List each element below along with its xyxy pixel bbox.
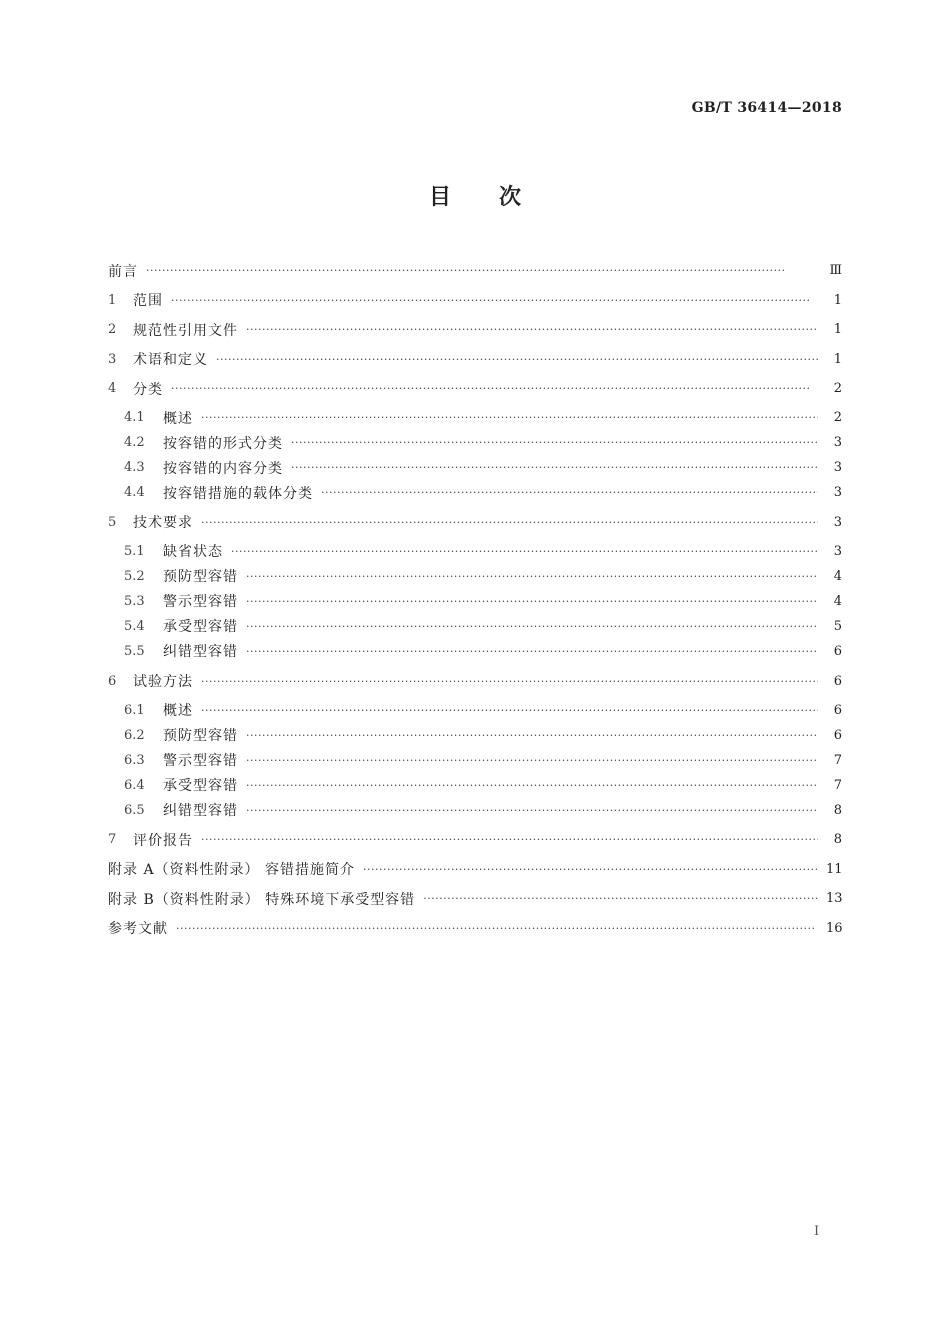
toc-entry-number: 5.1 bbox=[124, 543, 145, 559]
toc-entry-title: 规范性引用文件 bbox=[133, 322, 238, 339]
dot-leader bbox=[231, 545, 818, 558]
dot-leader bbox=[246, 620, 818, 633]
toc-entry-page: 6 bbox=[833, 643, 842, 659]
toc-entry-title: 范围 bbox=[133, 293, 163, 310]
dot-leader bbox=[423, 892, 818, 905]
toc-entry-title: 警示型容错 bbox=[163, 594, 238, 611]
dot-leader bbox=[321, 486, 818, 499]
toc-entry-page: 6 bbox=[833, 702, 842, 718]
toc-entry[interactable] bbox=[108, 916, 842, 941]
toc-entry-number: 4.1 bbox=[124, 410, 145, 426]
toc-entry-page: 2 bbox=[833, 410, 842, 426]
toc-entry-number: 6.4 bbox=[124, 777, 145, 793]
toc-entry[interactable] bbox=[108, 669, 842, 694]
toc-entry[interactable] bbox=[108, 510, 842, 535]
toc-entry-number: 6.5 bbox=[124, 802, 145, 818]
toc-entry-number: 4.4 bbox=[124, 485, 145, 501]
toc-entry-page: 3 bbox=[833, 543, 842, 559]
toc-entry-title: 纠错型容错 bbox=[163, 803, 238, 820]
toc-entry-title: 预防型容错 bbox=[163, 728, 238, 745]
toc-entry-page: 5 bbox=[833, 618, 842, 634]
toc-entry-number: 6.1 bbox=[124, 702, 145, 718]
toc-entry[interactable] bbox=[124, 589, 842, 614]
toc-entry[interactable] bbox=[108, 347, 842, 372]
toc-entry[interactable] bbox=[124, 455, 842, 480]
dot-leader bbox=[201, 411, 818, 424]
toc-entry-number: 6 bbox=[108, 673, 117, 689]
toc-entry-page: 4 bbox=[833, 568, 842, 584]
dot-leader bbox=[291, 436, 818, 449]
toc-entry-number: 4.3 bbox=[124, 460, 145, 476]
dot-leader bbox=[201, 704, 818, 717]
toc-entry[interactable] bbox=[124, 698, 842, 723]
toc-entry-title: 评价报告 bbox=[133, 832, 193, 849]
toc-entry[interactable] bbox=[124, 723, 842, 748]
toc-entry-page: 3 bbox=[833, 485, 842, 501]
dot-leader bbox=[171, 382, 818, 395]
toc-entry-title: 前言 bbox=[108, 263, 138, 280]
dot-leader bbox=[363, 863, 818, 876]
toc-entry[interactable] bbox=[124, 748, 842, 773]
dot-leader bbox=[201, 675, 818, 688]
toc-entry-page: 6 bbox=[833, 673, 842, 689]
dot-leader bbox=[246, 595, 818, 608]
toc-entry-title: 附录 A（资料性附录） 容错措施简介 bbox=[108, 862, 356, 879]
toc-entry[interactable] bbox=[124, 480, 842, 505]
dot-leader bbox=[176, 922, 818, 935]
dot-leader bbox=[246, 645, 818, 658]
toc-entry-title: 分类 bbox=[133, 381, 163, 398]
toc-entry-page: 11 bbox=[826, 861, 843, 877]
toc-entry-page: 1 bbox=[833, 292, 842, 308]
toc-entry[interactable] bbox=[108, 317, 842, 342]
dot-leader bbox=[201, 516, 818, 529]
toc-entry-number: 5.2 bbox=[124, 568, 145, 584]
toc-entry-page: 1 bbox=[833, 322, 842, 338]
toc-entry[interactable] bbox=[108, 288, 842, 313]
toc-entry[interactable] bbox=[108, 886, 842, 911]
toc-entry-title: 技术要求 bbox=[133, 515, 193, 532]
toc-entry-number: 5.4 bbox=[124, 618, 145, 634]
toc-entry[interactable] bbox=[124, 773, 842, 798]
toc-entry[interactable] bbox=[124, 639, 842, 664]
toc-entry-page: 8 bbox=[833, 802, 842, 818]
toc-entry-title: 试验方法 bbox=[133, 674, 193, 691]
toc-entry-number: 5.5 bbox=[124, 643, 145, 659]
toc-entry[interactable] bbox=[124, 430, 842, 455]
toc-entry-page: 6 bbox=[833, 727, 842, 743]
toc-entry-title: 缺省状态 bbox=[163, 544, 223, 561]
dot-leader bbox=[246, 804, 818, 817]
dot-leader bbox=[216, 353, 818, 366]
dot-leader bbox=[246, 323, 818, 336]
toc-entry-title: 按容错的内容分类 bbox=[163, 460, 283, 477]
table-of-contents bbox=[108, 258, 842, 941]
toc-entry-title: 概述 bbox=[163, 410, 193, 427]
dot-leader bbox=[246, 754, 818, 767]
toc-entry[interactable] bbox=[108, 827, 842, 852]
toc-entry-title: 按容错的形式分类 bbox=[163, 435, 283, 452]
dot-leader bbox=[246, 779, 818, 792]
toc-entry[interactable] bbox=[108, 857, 842, 882]
toc-entry-page: 8 bbox=[833, 832, 842, 848]
dot-leader bbox=[171, 294, 818, 307]
toc-entry-page: 3 bbox=[833, 460, 842, 476]
dot-leader bbox=[146, 264, 818, 277]
toc-entry-number: 2 bbox=[108, 322, 117, 338]
toc-entry[interactable] bbox=[108, 258, 842, 283]
toc-entry-title: 预防型容错 bbox=[163, 569, 238, 586]
page-title: 目次 bbox=[428, 184, 569, 210]
toc-entry-page: Ⅲ bbox=[829, 263, 842, 278]
dot-leader bbox=[291, 461, 818, 474]
toc-entry-title: 术语和定义 bbox=[133, 352, 208, 369]
dot-leader bbox=[246, 729, 818, 742]
toc-entry[interactable] bbox=[108, 376, 842, 401]
toc-entry-page: 13 bbox=[826, 891, 843, 907]
dot-leader bbox=[246, 570, 818, 583]
toc-entry-number: 4.2 bbox=[124, 435, 145, 451]
toc-entry[interactable] bbox=[124, 564, 842, 589]
standard-number: GB/T 36414—2018 bbox=[691, 100, 842, 116]
toc-entry-number: 6.3 bbox=[124, 752, 145, 768]
toc-entry-page: 3 bbox=[833, 514, 842, 530]
toc-entry-page: 1 bbox=[833, 351, 842, 367]
toc-entry-title: 概述 bbox=[163, 703, 193, 720]
toc-entry-number: 3 bbox=[108, 351, 117, 367]
toc-entry-page: 16 bbox=[826, 920, 843, 936]
toc-entry-title: 承受型容错 bbox=[163, 778, 238, 795]
dot-leader bbox=[201, 833, 818, 846]
toc-entry[interactable] bbox=[124, 798, 842, 823]
toc-entry-title: 按容错措施的载体分类 bbox=[163, 485, 313, 502]
toc-entry-page: 3 bbox=[833, 435, 842, 451]
toc-entry-title: 承受型容错 bbox=[163, 619, 238, 636]
toc-entry-page: 7 bbox=[833, 752, 842, 768]
toc-entry-number: 5.3 bbox=[124, 593, 145, 609]
toc-entry[interactable] bbox=[124, 405, 842, 430]
toc-entry-number: 6.2 bbox=[124, 727, 145, 743]
toc-entry-number: 4 bbox=[108, 381, 117, 397]
toc-entry[interactable] bbox=[124, 614, 842, 639]
toc-entry-page: 7 bbox=[833, 777, 842, 793]
toc-entry-page: 4 bbox=[833, 593, 842, 609]
page-number: Ⅰ bbox=[814, 1224, 820, 1239]
toc-entry-title: 警示型容错 bbox=[163, 753, 238, 770]
toc-entry-number: 5 bbox=[108, 514, 117, 530]
toc-entry-title: 参考文献 bbox=[108, 921, 168, 938]
toc-entry-number: 7 bbox=[108, 832, 117, 848]
toc-entry-title: 附录 B（资料性附录） 特殊环境下承受型容错 bbox=[108, 891, 416, 908]
toc-entry-number: 1 bbox=[108, 292, 117, 308]
toc-entry-title: 纠错型容错 bbox=[163, 644, 238, 661]
toc-entry[interactable] bbox=[124, 539, 842, 564]
toc-entry-page: 2 bbox=[833, 381, 842, 397]
